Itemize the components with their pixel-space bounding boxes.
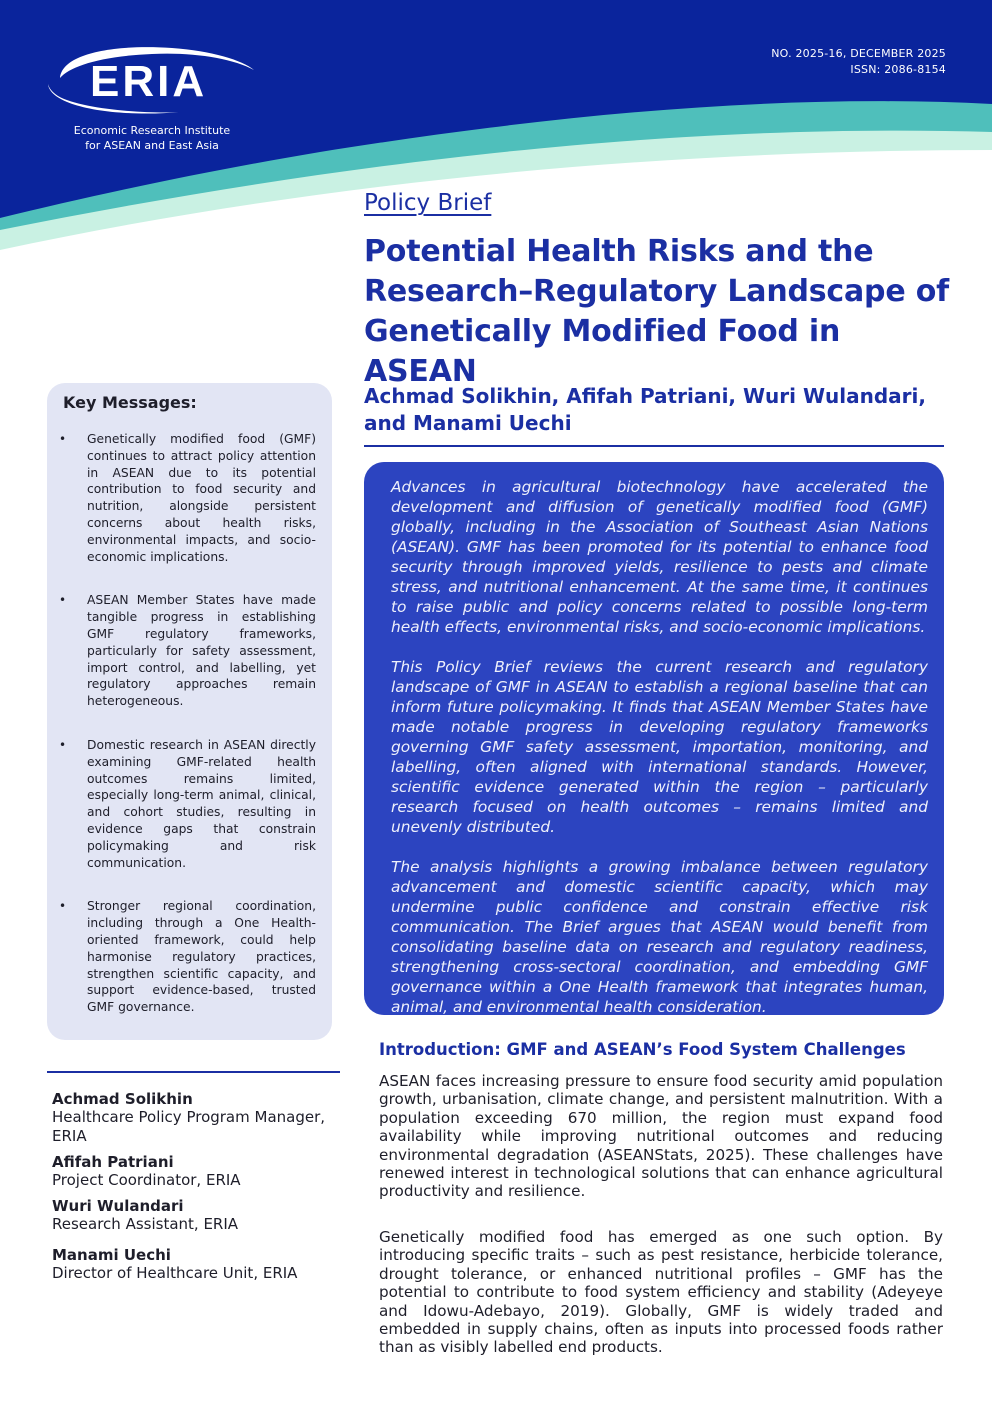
body-paragraph: ASEAN faces increasing pressure to ensure food security amid population growth, urbanisation, climate change, and persistent malnutrition. With a population exceeding 670 million, the region must expand food availability while improving nutritional outcomes and reducing environmental degradation (ASEANStats, 2025). These challenges have renewed interest in technological solutions that can enhance agricultural productivity and resilience. <box>379 1072 943 1201</box>
key-message-item <box>47 898 332 1016</box>
author-list <box>52 1090 352 1290</box>
author-entry <box>52 1246 352 1283</box>
key-message-item <box>47 431 332 565</box>
divider <box>47 1071 340 1073</box>
key-messages-list <box>47 431 332 1043</box>
body-paragraph: Genetically modified food has emerged as one such option. By introducing specific traits – such as pest resistance, herbicide tolerance, drought tolerance, or enhanced nutritional profiles – GMF has the potential to contribute to food system efficiency and stability (Adeyeye and Idowu-Adebayo, 2019). Globally, GMF is widely traded and embedded in supply chains, often as inputs into processed foods rather than as visibly labelled end products. <box>379 1228 943 1357</box>
abstract-paragraph: Advances in agricultural biotechnology have accelerated the development and diffusion of genetically modified food (GMF) globally, including in the Association of Southeast Asian Nations (ASEAN). GMF has been promoted for its potential to enhance food security through improved yields, resilience to pests and climate stress, and nutritional enhancement. At the same time, it continues to raise public and policy concerns related to possible long-term health effects, environmental risks, and socio-economic implications. <box>391 478 928 636</box>
issue-info <box>771 46 946 78</box>
bullet-icon: • <box>59 432 67 446</box>
key-messages-panel <box>47 383 332 1040</box>
author-name: Wuri Wulandari <box>52 1197 184 1215</box>
bullet-icon: • <box>59 899 67 914</box>
org-name-line-2: for ASEAN and East Asia <box>85 139 219 152</box>
author-role: Director of Healthcare Unit, ERIA <box>52 1264 298 1282</box>
key-message-text: Domestic research in ASEAN directly examining GMF-related health outcomes remains limited, especially long-term animal, clinical, and cohort studies, resulting in evidence gaps that constrain policymaking and risk communication. <box>87 737 316 870</box>
issue-number: NO. 2025-16, DECEMBER 2025 <box>771 47 946 60</box>
org-name-line-1: Economic Research Institute <box>73 124 231 137</box>
svg-text:ERIA: ERIA <box>90 57 208 106</box>
bullet-icon: • <box>59 737 67 752</box>
author-name: Achmad Solikhin <box>52 1090 193 1108</box>
bullet-icon: • <box>59 593 67 608</box>
doc-type-label: Policy Brief <box>364 190 492 216</box>
abstract-paragraph: This Policy Brief reviews the current research and regulatory landscape of GMF in ASEAN to establish a regional baseline that can inform future policymaking. It finds that ASEAN Member States have made notable progress in developing regulatory frameworks governing GMF safety assessment, importation, monitoring, and labelling, often aligned with international standards. However, scientific evidence generated within the region – particularly research focused on health outcomes – remains limited and unevenly distributed. <box>391 658 928 836</box>
divider <box>364 445 944 447</box>
author-name: Afifah Patriani <box>52 1153 174 1171</box>
key-message-item <box>47 737 332 871</box>
section-heading: Introduction: GMF and ASEAN’s Food System Challenges <box>379 1040 906 1059</box>
issn: ISSN: 2086-8154 <box>850 63 946 76</box>
page-title: Potential Health Risks and the Research–Regulatory Landscape of Genetically Modified Food in ASEAN <box>364 234 949 389</box>
abstract-paragraph: The analysis highlights a growing imbalance between regulatory advancement and domestic scientific capacity, which may undermine public confidence and constrain effective risk communication. The Brief argues that ASEAN would benefit from consolidating baseline data on research and regulatory readiness, strengthening cross-sectoral coordination, and embedding GMF governance within a One Health framework that integrates human, animal, and environmental health consideration. <box>391 858 928 1016</box>
key-message-item <box>47 592 332 710</box>
author-role: Healthcare Policy Program Manager, ERIA <box>52 1108 326 1145</box>
key-message-text: ASEAN Member States have made tangible progress in establishing GMF regulatory frameworks, particularly for safety assessment, import control, and labelling, yet regulatory approaches remain heterogeneous. <box>87 593 316 709</box>
authors-heading: Achmad Solikhin, Afifah Patriani, Wuri Wulandari, and Manami Uechi <box>364 384 926 435</box>
abstract-panel <box>364 462 944 1015</box>
author-entry <box>52 1197 352 1234</box>
author-role: Research Assistant, ERIA <box>52 1215 239 1233</box>
key-message-text: Stronger regional coordination, including through a One Health-oriented framework, could help harmonise regulatory practices, strengthen scientific capacity, and support evidence-based, trusted GMF governance. <box>87 899 316 1015</box>
author-entry <box>52 1153 352 1190</box>
eria-logo[interactable] <box>42 40 272 120</box>
author-name: Manami Uechi <box>52 1246 171 1264</box>
author-role: Project Coordinator, ERIA <box>52 1171 241 1189</box>
key-message-text: Genetically modified food (GMF) continues to attract policy attention in ASEAN due to its potential contribution to food security and nutrition, alongside persistent concerns about health risks, environmental impacts, and socio-economic implications. <box>87 432 316 564</box>
author-entry <box>52 1090 352 1146</box>
org-name <box>52 123 252 153</box>
key-messages-title: Key Messages: <box>63 393 197 412</box>
